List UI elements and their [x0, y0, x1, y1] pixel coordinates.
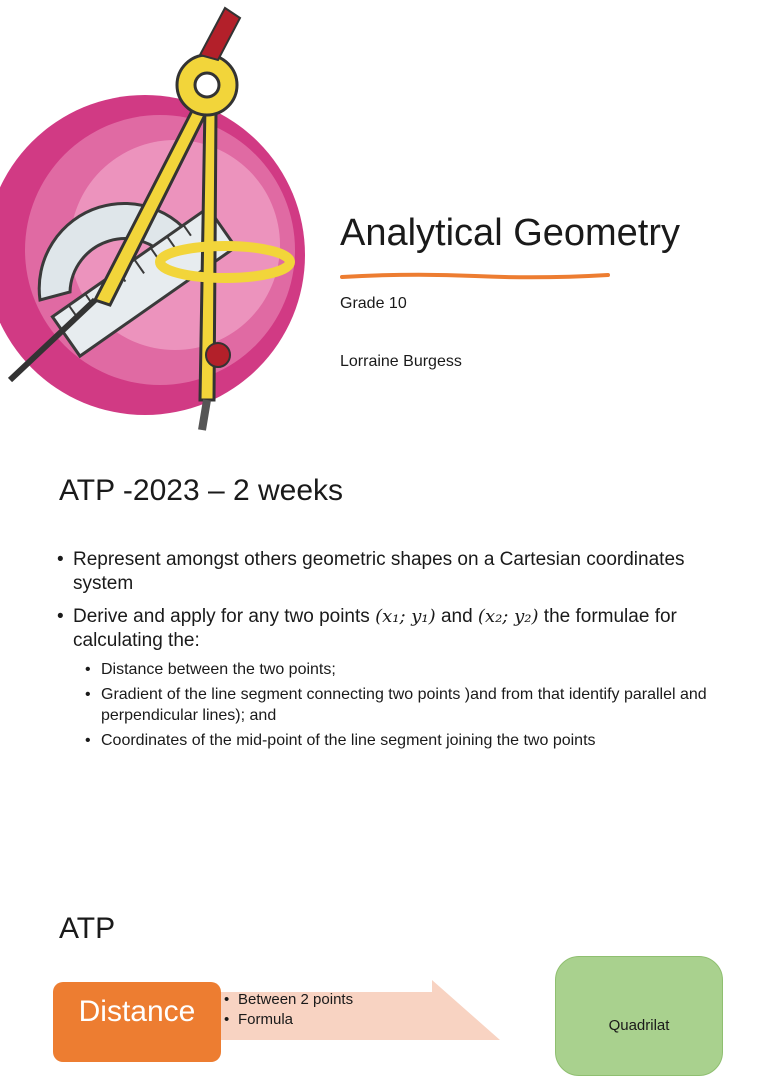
distance-points-list [224, 990, 353, 1030]
bullet-item: • Represent amongst others geometric shapes on a Cartesian coordinates system [57, 548, 737, 596]
title-slide [0, 0, 768, 432]
sub-bullet-item: • Coordinates of the mid-point of the line segment joining the two points [85, 730, 737, 751]
list-item: • Formula [224, 1010, 353, 1030]
compass-protractor-clipart [0, 0, 300, 432]
sub-bullet-item: • Gradient of the line segment connecting two points )and from that identify parallel and perpendicular lines); and [85, 684, 737, 726]
sub-bullet-list [85, 659, 737, 751]
distance-box: Distance [53, 982, 221, 1062]
author-name: Lorraine Burgess [340, 353, 462, 370]
list-item: • Between 2 points [224, 990, 353, 1010]
atp-overview-slide [0, 864, 768, 1034]
atp-slide [0, 432, 768, 864]
point1-math: (x₁; y₁) [375, 606, 436, 627]
sub-bullet-item: • Distance between the two points; [85, 659, 737, 680]
point2-math: (x₂; y₂) [477, 606, 539, 627]
grade-label: Grade 10 [340, 295, 407, 312]
slide-heading: ATP -2023 – 2 weeks [59, 474, 344, 507]
bullet-list [57, 548, 737, 760]
title-underline [340, 272, 610, 280]
slide-heading: ATP [59, 912, 116, 945]
presentation-title: Analytical Geometry [340, 212, 681, 254]
bullet-item: • Derive and apply for any two points (x₁; y₁) and (x₂; y₂) the formulae for calculating the: • Distance between the two points; • Gradient of the line segment connecting two points )and from that identify parallel and perpendicular lines); and • Coordinates of the mid-point of the line segment joining the two points [57, 605, 737, 751]
quadrilateral-box: Quadrilat [555, 956, 723, 1076]
